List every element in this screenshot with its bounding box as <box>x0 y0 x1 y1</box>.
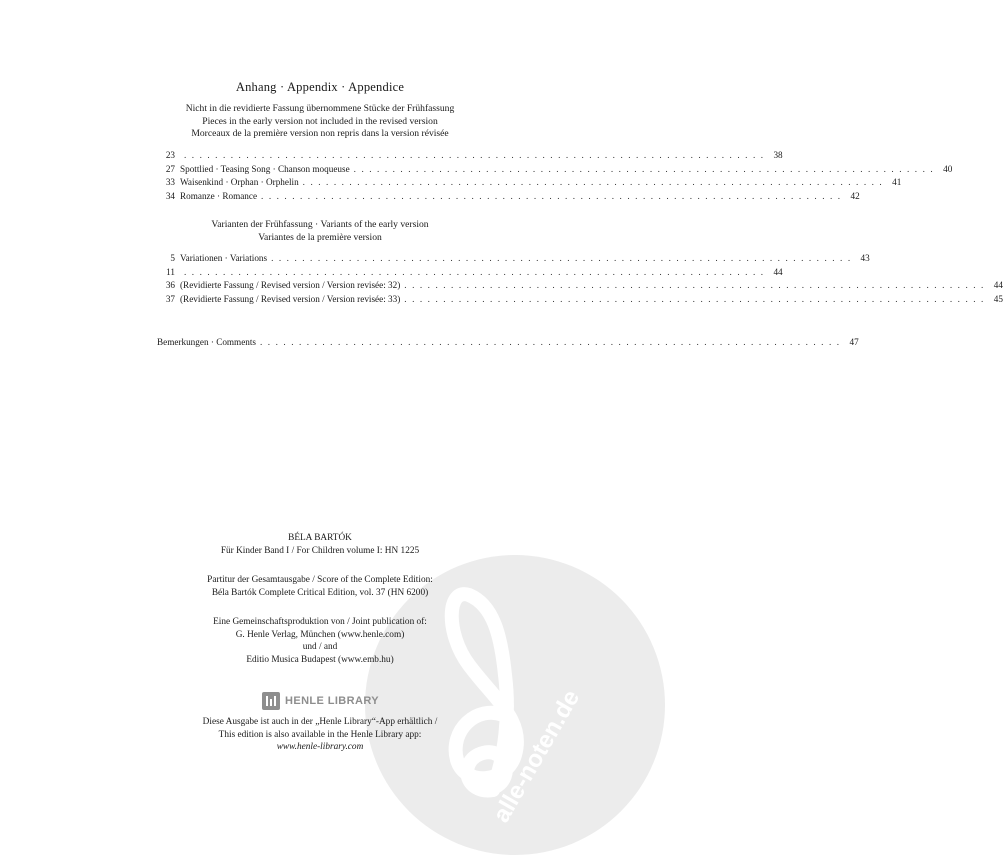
volume-line: Für Kinder Band I / For Children volume I: HN 1225 <box>220 545 420 556</box>
toc-row <box>157 253 870 267</box>
app-line: Diese Ausgabe ist auch in der „Henle Library“-App erhältlich / <box>202 717 438 727</box>
app-availability <box>0 716 640 754</box>
toc-page: 38 <box>773 150 783 160</box>
leader-dots: . . . . . . . . . . . . . . . . . . . . . . . . . . . . . . . . . . . . . . . . . . . . . . . . . . . . . . . . . . . . . . . . . . . . . . . . . . . <box>184 266 765 277</box>
toc-number: 11 <box>166 266 175 277</box>
toc-row <box>157 280 1003 294</box>
edition-line: Béla Bartók Complete Critical Edition, vol. 37 (HN 6200) <box>211 587 429 598</box>
toc-row <box>157 337 859 351</box>
toc-page: 44 <box>773 266 783 277</box>
watermark <box>365 555 665 855</box>
toc-page: 45 <box>993 293 1003 304</box>
toc-number: 36 <box>165 280 175 290</box>
leader-dots: . . . . . . . . . . . . . . . . . . . . . . . . . . . . . . . . . . . . . . . . . . . . . . . . . . . . . . . . . . . . . . . . . . . . . . . . . . . <box>271 253 852 263</box>
toc-page: 40 <box>943 163 953 174</box>
leader-dots: . . . . . . . . . . . . . . . . . . . . . . . . . . . . . . . . . . . . . . . . . . . . . . . . . . . . . . . . . . . . . . . . . . . . . . . . . . . <box>184 150 765 160</box>
toc-section2 <box>157 253 1003 307</box>
leader-dots: . . . . . . . . . . . . . . . . . . . . . . . . . . . . . . . . . . . . . . . . . . . . . . . . . . . . . . . . . . . . . . . . . . . . . . . . . . . <box>261 190 842 201</box>
composer-name: BÉLA BARTÓK <box>288 533 352 543</box>
toc-comments <box>157 337 859 351</box>
toc-page: 42 <box>850 190 860 201</box>
toc-page: 44 <box>993 280 1003 290</box>
toc-title: Romanze · Romance <box>180 190 258 201</box>
joint-line: G. Henle Verlag, München (www.henle.com) <box>235 629 405 640</box>
joint-line: und / and <box>302 642 338 653</box>
toc-row <box>157 293 1003 308</box>
henle-library-logo <box>262 690 379 712</box>
logo-text: HENLE LIBRARY <box>285 695 380 707</box>
section1-heading-de: Nicht in die revidierte Fassung übernommene Stücke der Frühfassung <box>185 103 455 114</box>
henle-logo-icon <box>262 692 280 710</box>
joint-publication <box>0 616 640 666</box>
toc-row <box>157 163 953 178</box>
toc-title: Bemerkungen · Comments <box>157 337 257 347</box>
leader-dots: . . . . . . . . . . . . . . . . . . . . . . . . . . . . . . . . . . . . . . . . . . . . . . . . . . . . . . . . . . . . . . . . . . . . . . . . . . . <box>404 293 985 304</box>
toc-number: 23 <box>165 150 175 160</box>
leader-dots: . . . . . . . . . . . . . . . . . . . . . . . . . . . . . . . . . . . . . . . . . . . . . . . . . . . . . . . . . . . . . . . . . . . . . . . . . . . <box>260 337 841 347</box>
toc-number: 33 <box>165 177 175 187</box>
toc-row <box>157 177 902 191</box>
toc-row <box>157 150 783 164</box>
toc-title: Spottlied · Teasing Song · Chanson moqueuse <box>180 163 350 174</box>
toc-section1 <box>157 150 953 204</box>
toc-number: 34 <box>165 190 175 201</box>
section2-heading-line2: Variantes de la première version <box>258 231 382 243</box>
toc-number: 5 <box>170 253 175 263</box>
toc-page: 43 <box>860 253 870 263</box>
edition-line: Partitur der Gesamtausgabe / Score of the Complete Edition: <box>207 575 433 585</box>
appendix-title: Anhang · Appendix · Appendice <box>235 80 405 94</box>
section1-heading <box>0 103 640 141</box>
leader-dots: . . . . . . . . . . . . . . . . . . . . . . . . . . . . . . . . . . . . . . . . . . . . . . . . . . . . . . . . . . . . . . . . . . . . . . . . . . . <box>404 280 985 290</box>
toc-number: 37 <box>165 293 175 304</box>
toc-row <box>157 190 860 205</box>
toc-title: Waisenkind · Orphan · Orphelin <box>180 177 299 187</box>
app-line: This edition is also available in the Henle Library app: <box>218 729 422 740</box>
leader-dots: . . . . . . . . . . . . . . . . . . . . . . . . . . . . . . . . . . . . . . . . . . . . . . . . . . . . . . . . . . . . . . . . . . . . . . . . . . . <box>353 163 935 174</box>
toc-row <box>157 266 783 281</box>
section2-heading <box>0 219 640 244</box>
toc-page: 47 <box>849 337 859 347</box>
watermark-text: alle-noten.de <box>487 685 586 828</box>
joint-line: Eine Gemeinschaftsproduktion von / Joint publication of: <box>213 617 427 627</box>
joint-line: Editio Musica Budapest (www.emb.hu) <box>246 654 394 665</box>
toc-number: 27 <box>165 163 175 174</box>
section2-heading-line1: Varianten der Frühfassung · Variants of the early version <box>211 219 429 230</box>
toc-title: (Revidierte Fassung / Revised version / Version revisée: 32) <box>180 280 401 290</box>
toc-page: 41 <box>892 177 902 187</box>
toc-title: (Revidierte Fassung / Revised version / Version revisée: 33) <box>180 293 401 304</box>
section1-heading-en: Pieces in the early version not included in the revised version <box>202 115 438 127</box>
app-url: www.henle-library.com <box>276 742 364 753</box>
edition-info <box>0 574 640 599</box>
section1-heading-fr: Morceaux de la première version non repris dans la version révisée <box>191 128 449 140</box>
leader-dots: . . . . . . . . . . . . . . . . . . . . . . . . . . . . . . . . . . . . . . . . . . . . . . . . . . . . . . . . . . . . . . . . . . . . . . . . . . . <box>302 177 884 187</box>
toc-title: Variationen · Variations <box>180 253 268 263</box>
publication-info <box>0 532 640 557</box>
